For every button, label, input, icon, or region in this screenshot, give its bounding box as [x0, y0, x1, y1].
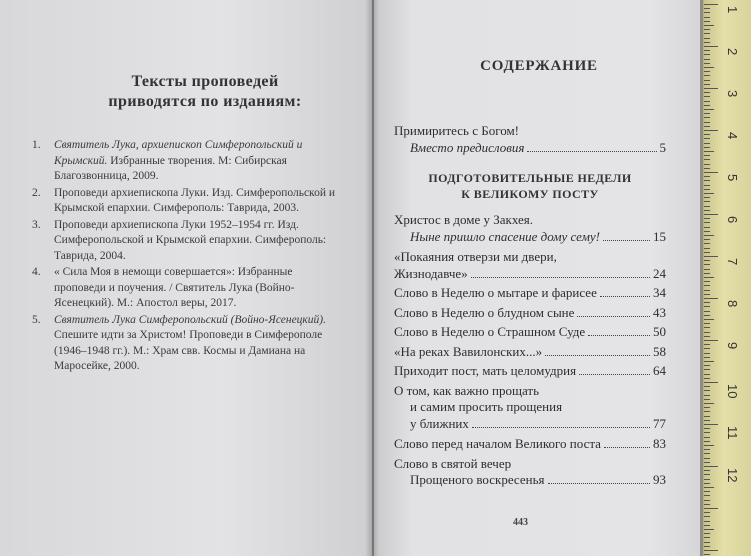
ruler-tick — [704, 264, 710, 265]
ruler-tick — [704, 176, 710, 177]
ruler-tick — [704, 109, 714, 110]
ruler-tick — [704, 71, 710, 72]
source-text: Проповеди архиепископа Луки. Изд. Симферопольской и Крымской епархии. Симферополь: Таврида, 2003. — [54, 186, 335, 214]
ruler-tick — [704, 4, 718, 5]
page-number: 443 — [513, 517, 528, 528]
ruler-number: 10 — [725, 384, 740, 399]
ruler-tick — [704, 344, 710, 345]
toc-entry-title: Приходит пост, мать целомудрия — [394, 363, 577, 378]
source-author: Святитель Лука Симферопольский (Войно-Ясенецкий). — [54, 313, 327, 326]
toc-leader-dots — [577, 316, 650, 317]
ruler-tick — [704, 550, 718, 551]
toc-leader-dots — [604, 447, 650, 448]
toc-entry — [394, 383, 666, 433]
toc-entry-title: Слово в Неделю о Страшном Суде — [394, 324, 586, 339]
ruler-tick — [704, 521, 710, 522]
ruler-tick — [704, 453, 710, 454]
toc-page-number: 43 — [653, 304, 666, 320]
ruler-tick — [704, 491, 710, 492]
ruler-tick — [704, 248, 710, 249]
ruler-tick — [704, 323, 710, 324]
ruler-number: 3 — [725, 90, 740, 98]
ruler-number: 11 — [725, 426, 740, 440]
ruler-tick — [704, 411, 710, 412]
toc-entry — [394, 324, 666, 341]
ruler-tick — [704, 59, 710, 60]
ruler-tick — [704, 239, 710, 240]
toc-entry-line: и самим просить прощения — [410, 399, 563, 414]
ruler-tick — [704, 449, 710, 450]
ruler-tick — [704, 92, 710, 93]
ruler-tick — [704, 214, 718, 215]
ruler-tick — [704, 437, 710, 438]
toc-entry — [394, 249, 666, 282]
ruler-number: 6 — [725, 216, 740, 224]
ruler-tick — [704, 189, 710, 190]
ruler-tick — [704, 407, 710, 408]
ruler-tick — [704, 273, 710, 274]
ruler-tick — [704, 542, 710, 543]
toc-entry-title: Жизнодавче» — [394, 265, 468, 281]
ruler-tick — [704, 117, 710, 118]
toc-page-number: 50 — [653, 324, 666, 339]
ruler-tick — [704, 193, 714, 194]
ruler-tick — [704, 416, 710, 417]
toc-page-number: 64 — [653, 363, 666, 378]
toc-leader-dots — [600, 296, 650, 297]
ruler-tick — [704, 537, 710, 538]
ruler-tick — [704, 8, 710, 9]
ruler-tick — [704, 63, 710, 64]
ruler-tick — [704, 50, 710, 51]
toc-leader-dots — [548, 483, 650, 484]
ruler-tick — [704, 243, 710, 244]
toc-entry-title: Вместо предисловия — [410, 139, 525, 155]
ruler-tick — [704, 504, 710, 505]
toc-leader-dots — [588, 335, 650, 336]
ruler-tick — [704, 487, 714, 488]
ruler-tick — [704, 445, 714, 446]
source-item — [32, 218, 342, 265]
toc-entry-last-line — [394, 416, 666, 433]
ruler-tick — [704, 458, 710, 459]
source-number: 2. — [32, 186, 41, 199]
ruler-tick — [704, 306, 710, 307]
ruler — [703, 0, 751, 556]
ruler-tick — [704, 302, 710, 303]
section-heading-line: К ВЕЛИКОМУ ПОСТУ — [461, 187, 599, 201]
ruler-tick — [704, 529, 714, 530]
ruler-tick — [704, 151, 714, 152]
toc-entry — [394, 212, 666, 245]
left-page-title — [60, 72, 350, 112]
toc-leader-dots — [603, 240, 650, 241]
toc-entry-last-line — [394, 363, 666, 380]
ruler-number: 1 — [725, 6, 740, 14]
ruler-tick — [704, 113, 710, 114]
ruler-tick — [704, 256, 718, 257]
toc-page-number: 93 — [653, 472, 666, 487]
ruler-tick — [704, 285, 710, 286]
toc-entry-last-line — [394, 344, 666, 361]
ruler-tick — [704, 235, 714, 236]
toc-entry — [394, 123, 666, 156]
ruler-tick — [704, 516, 710, 517]
ruler-tick — [704, 147, 710, 148]
ruler-tick — [704, 424, 718, 425]
ruler-tick — [704, 159, 710, 160]
ruler-tick — [704, 222, 710, 223]
toc-section-heading — [394, 170, 666, 202]
ruler-tick — [704, 432, 710, 433]
ruler-tick — [704, 269, 710, 270]
toc-page-number: 5 — [659, 139, 666, 155]
source-text: Спешите идти за Христом! Проповеди в Симферополе (1946–1948 гг.). М.: Храм свв. Космы и Дамиана на Маросейке, 2000. — [54, 329, 323, 372]
ruler-number: 8 — [725, 300, 740, 308]
ruler-tick — [704, 29, 710, 30]
toc-entry-last-line — [394, 305, 666, 322]
toc-entry-title: Прощеного воскресенья — [410, 472, 545, 487]
toc-entry — [394, 285, 666, 302]
ruler-number: 4 — [725, 132, 740, 140]
ruler-tick — [704, 38, 710, 39]
table-of-contents — [394, 120, 666, 489]
ruler-tick — [704, 17, 710, 18]
ruler-tick — [704, 340, 718, 341]
ruler-tick — [704, 403, 714, 404]
toc-entry-line: Примиритесь с Богом! — [394, 123, 520, 138]
ruler-number: 7 — [725, 258, 740, 266]
ruler-tick — [704, 441, 710, 442]
ruler-tick — [704, 357, 710, 358]
ruler-tick — [704, 197, 710, 198]
ruler-tick — [704, 290, 710, 291]
toc-entry — [394, 436, 666, 453]
ruler-tick — [704, 12, 710, 13]
ruler-tick — [704, 172, 718, 173]
ruler-tick — [704, 88, 718, 89]
ruler-tick — [704, 281, 710, 282]
toc-title: СОДЕРЖАНИЕ — [480, 58, 598, 74]
ruler-tick — [704, 84, 710, 85]
source-number: 3. — [32, 218, 41, 231]
toc-page-number: 24 — [653, 265, 666, 281]
ruler-tick — [704, 155, 710, 156]
toc-entry-title: Ныне пришло спасение дому сему! — [410, 228, 600, 244]
ruler-tick — [704, 180, 710, 181]
ruler-tick — [704, 134, 710, 135]
ruler-tick — [704, 164, 710, 165]
toc-leader-dots — [545, 355, 650, 356]
ruler-tick — [704, 168, 710, 169]
source-number: 1. — [32, 139, 41, 151]
ruler-tick — [704, 554, 710, 555]
ruler-tick — [704, 54, 710, 55]
toc-entry — [394, 305, 666, 322]
toc-entry-line: «Покаяния отверзи ми двери, — [394, 249, 557, 264]
ruler-tick — [704, 462, 710, 463]
toc-entry-title: Слово перед началом Великого поста — [394, 436, 601, 451]
ruler-tick — [704, 33, 710, 34]
source-number: 4. — [32, 266, 41, 278]
toc-leader-dots — [472, 427, 650, 428]
ruler-tick — [704, 479, 710, 480]
toc-entry-last-line — [394, 472, 666, 489]
ruler-tick — [704, 525, 710, 526]
toc-entry-last-line — [394, 229, 666, 246]
source-item — [32, 313, 342, 375]
left-title-line-2: приводятся по изданиям: — [108, 93, 302, 110]
ruler-tick — [704, 21, 710, 22]
ruler-tick — [704, 500, 710, 501]
ruler-number: 12 — [725, 468, 740, 483]
ruler-number: 2 — [725, 48, 740, 56]
ruler-tick — [704, 201, 710, 202]
ruler-tick — [704, 378, 710, 379]
toc-entry-last-line — [394, 266, 666, 283]
ruler-tick — [704, 382, 718, 383]
toc-entry — [394, 344, 666, 361]
ruler-tick — [704, 143, 710, 144]
ruler-tick — [704, 46, 718, 47]
source-item — [32, 265, 342, 312]
ruler-tick — [704, 260, 710, 261]
ruler-number: 5 — [725, 174, 740, 182]
toc-entry-line: Слово в святой вечер — [394, 455, 512, 471]
source-text: Проповеди архиепископа Луки 1952–1954 гг. Изд. Симферопольской и Крымской епархии. Симферополь: Таврида, 2004. — [54, 218, 327, 262]
ruler-tick — [704, 311, 710, 312]
ruler-tick — [704, 365, 710, 366]
toc-entry-title: Слово в Неделю о блудном сыне — [394, 304, 575, 320]
toc-entry-title: Слово в Неделю о мытаре и фарисее — [394, 285, 597, 300]
toc-leader-dots — [527, 151, 656, 152]
toc-entry-title: «На реках Вавилонских...» — [394, 343, 543, 359]
source-item — [32, 186, 342, 217]
ruler-tick — [704, 105, 710, 106]
toc-entry-last-line — [394, 140, 666, 157]
ruler-tick — [704, 420, 710, 421]
ruler-tick — [704, 390, 710, 391]
ruler-tick — [704, 348, 710, 349]
ruler-tick — [704, 218, 710, 219]
left-title-line-1: Тексты проповедей — [131, 73, 279, 90]
ruler-tick — [704, 483, 710, 484]
ruler-tick — [704, 470, 710, 471]
ruler-tick — [704, 466, 718, 467]
toc-entry-title: у ближних — [410, 415, 469, 431]
source-text: « Сила Моя в немощи совершается»: Избранные проповеди и поучения. / Святитель Лука (Войно-Ясенецкий). М.: Апостол веры, 2017. — [54, 266, 295, 309]
ruler-tick — [704, 210, 710, 211]
toc-entry — [394, 363, 666, 380]
ruler-tick — [704, 130, 718, 131]
ruler-tick — [704, 386, 710, 387]
source-text: Избранные творения. М: Сибирская Благозвонница, 2009. — [54, 154, 287, 182]
ruler-tick — [704, 508, 718, 509]
ruler-tick — [704, 369, 710, 370]
ruler-tick — [704, 294, 710, 295]
ruler-tick — [704, 315, 710, 316]
ruler-tick — [704, 395, 710, 396]
section-heading-line: ПОДГОТОВИТЕЛЬНЫЕ НЕДЕЛИ — [428, 171, 632, 185]
toc-entry-last-line — [394, 285, 666, 302]
ruler-tick — [704, 336, 710, 337]
toc-entry-last-line — [394, 436, 666, 453]
toc-page-number: 58 — [653, 343, 666, 359]
ruler-tick — [704, 533, 710, 534]
ruler-tick — [704, 126, 710, 127]
ruler-tick — [704, 298, 718, 299]
toc-page-number: 83 — [653, 436, 666, 451]
book-gutter — [365, 0, 379, 556]
toc-entry — [394, 456, 666, 489]
toc-leader-dots — [579, 374, 650, 375]
ruler-tick — [704, 399, 710, 400]
ruler-tick — [704, 206, 710, 207]
source-number: 5. — [32, 313, 41, 326]
toc-leader-dots — [471, 277, 650, 278]
ruler-tick — [704, 495, 710, 496]
ruler-tick — [704, 80, 710, 81]
ruler-tick — [704, 546, 710, 547]
ruler-tick — [704, 319, 714, 320]
ruler-tick — [704, 231, 710, 232]
ruler-tick — [704, 67, 714, 68]
source-author: Святитель Лука, архиепископ Симферопольский и Крымский. — [54, 139, 303, 167]
ruler-tick — [704, 374, 710, 375]
toc-entry-last-line — [394, 324, 666, 341]
ruler-tick — [704, 138, 710, 139]
ruler-tick — [704, 332, 710, 333]
ruler-number: 9 — [725, 342, 740, 350]
ruler-tick — [704, 185, 710, 186]
ruler-tick — [704, 353, 710, 354]
ruler-tick — [704, 252, 710, 253]
ruler-tick — [704, 101, 710, 102]
ruler-tick — [704, 474, 710, 475]
ruler-tick — [704, 277, 714, 278]
ruler-tick — [704, 25, 714, 26]
toc-page-number: 34 — [653, 285, 666, 300]
ruler-tick — [704, 122, 710, 123]
ruler-tick — [704, 227, 710, 228]
toc-page-number: 77 — [653, 415, 666, 431]
ruler-tick — [704, 96, 710, 97]
ruler-tick — [704, 428, 710, 429]
toc-entry-line: Христос в доме у Закхея. — [394, 212, 533, 227]
toc-page-number: 15 — [653, 228, 666, 244]
left-page — [0, 0, 372, 556]
ruler-tick — [704, 361, 714, 362]
sources-list — [32, 138, 342, 376]
source-item — [32, 138, 342, 185]
ruler-tick — [704, 75, 710, 76]
ruler-tick — [704, 42, 710, 43]
ruler-tick — [704, 327, 710, 328]
toc-entry-line: О том, как важно прощать — [394, 382, 540, 398]
ruler-tick — [704, 512, 710, 513]
